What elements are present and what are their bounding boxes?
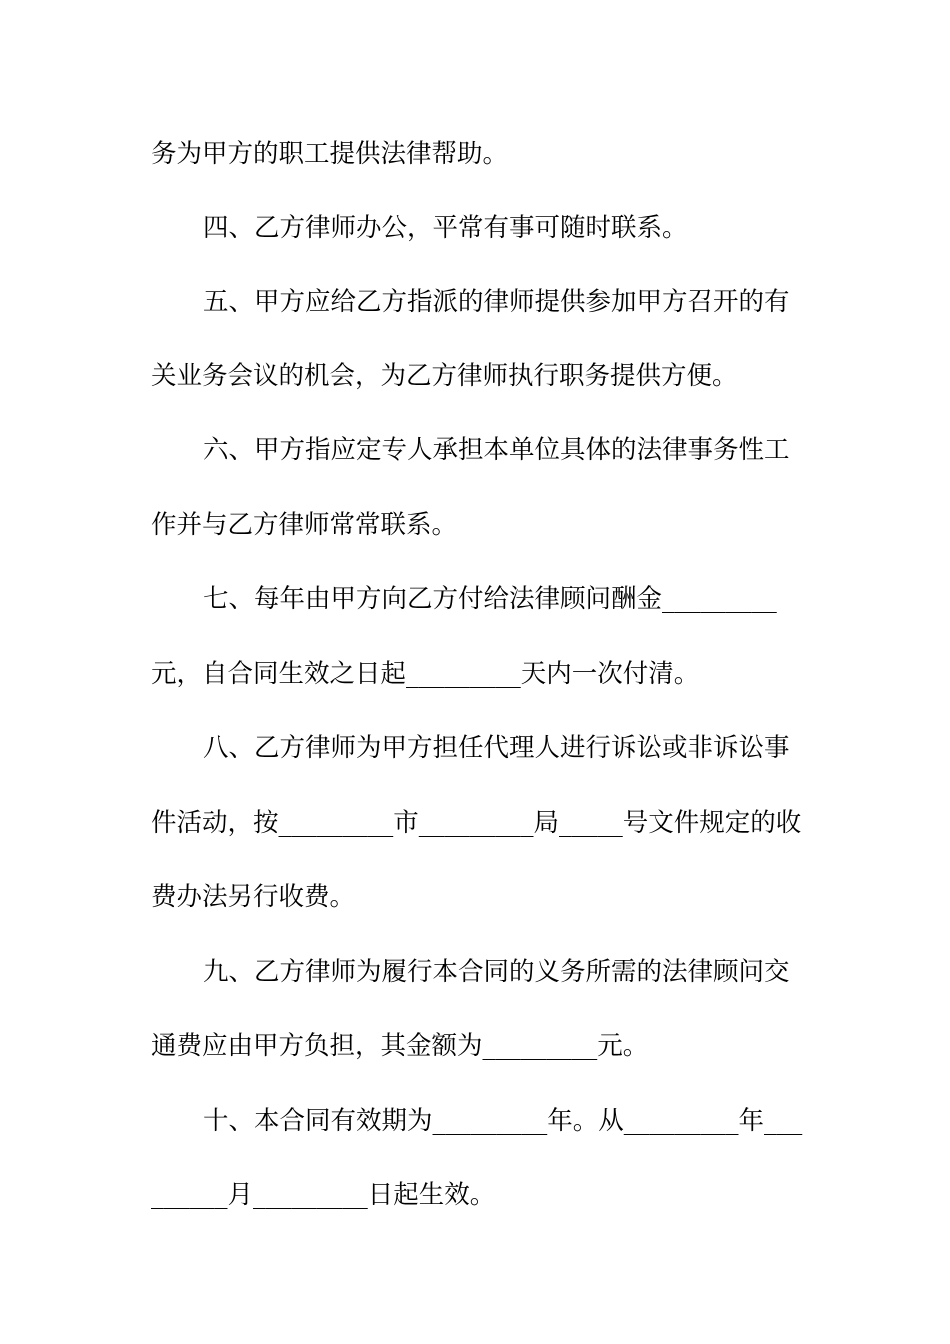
contract-text-line: ______月_________日起生效。: [151, 1180, 496, 1210]
contract-clause-8: 八、乙方律师为甲方担任代理人进行诉讼或非诉讼事: [203, 733, 790, 763]
contract-clause-6: 六、甲方指应定专人承担本单位具体的法律事务性工: [203, 435, 790, 465]
contract-clause-7: 七、每年由甲方向乙方付给法律顾问酬金_________: [203, 584, 777, 614]
contract-text-line: 通费应由甲方负担，其金额为_________元。: [151, 1031, 649, 1061]
contract-clause-4: 四、乙方律师办公，平常有事可随时联系。: [203, 213, 688, 243]
contract-clause-9: 九、乙方律师为履行本合同的义务所需的法律顾问交: [203, 957, 790, 987]
contract-text-line: 务为甲方的职工提供法律帮助。: [151, 139, 509, 169]
contract-clause-5: 五、甲方应给乙方指派的律师提供参加甲方召开的有: [203, 287, 790, 317]
contract-text-line: 元，自合同生效之日起_________天内一次付清。: [151, 659, 700, 689]
contract-clause-10: 十、本合同有效期为_________年。从_________年___: [203, 1106, 803, 1136]
contract-text-line: 费办法另行收费。: [151, 882, 356, 912]
contract-text-line: 件活动，按_________市_________局_____号文件规定的收: [151, 808, 802, 838]
contract-text-line: 作并与乙方律师常常联系。: [151, 510, 458, 540]
contract-text-line: 关业务会议的机会，为乙方律师执行职务提供方便。: [151, 361, 738, 391]
